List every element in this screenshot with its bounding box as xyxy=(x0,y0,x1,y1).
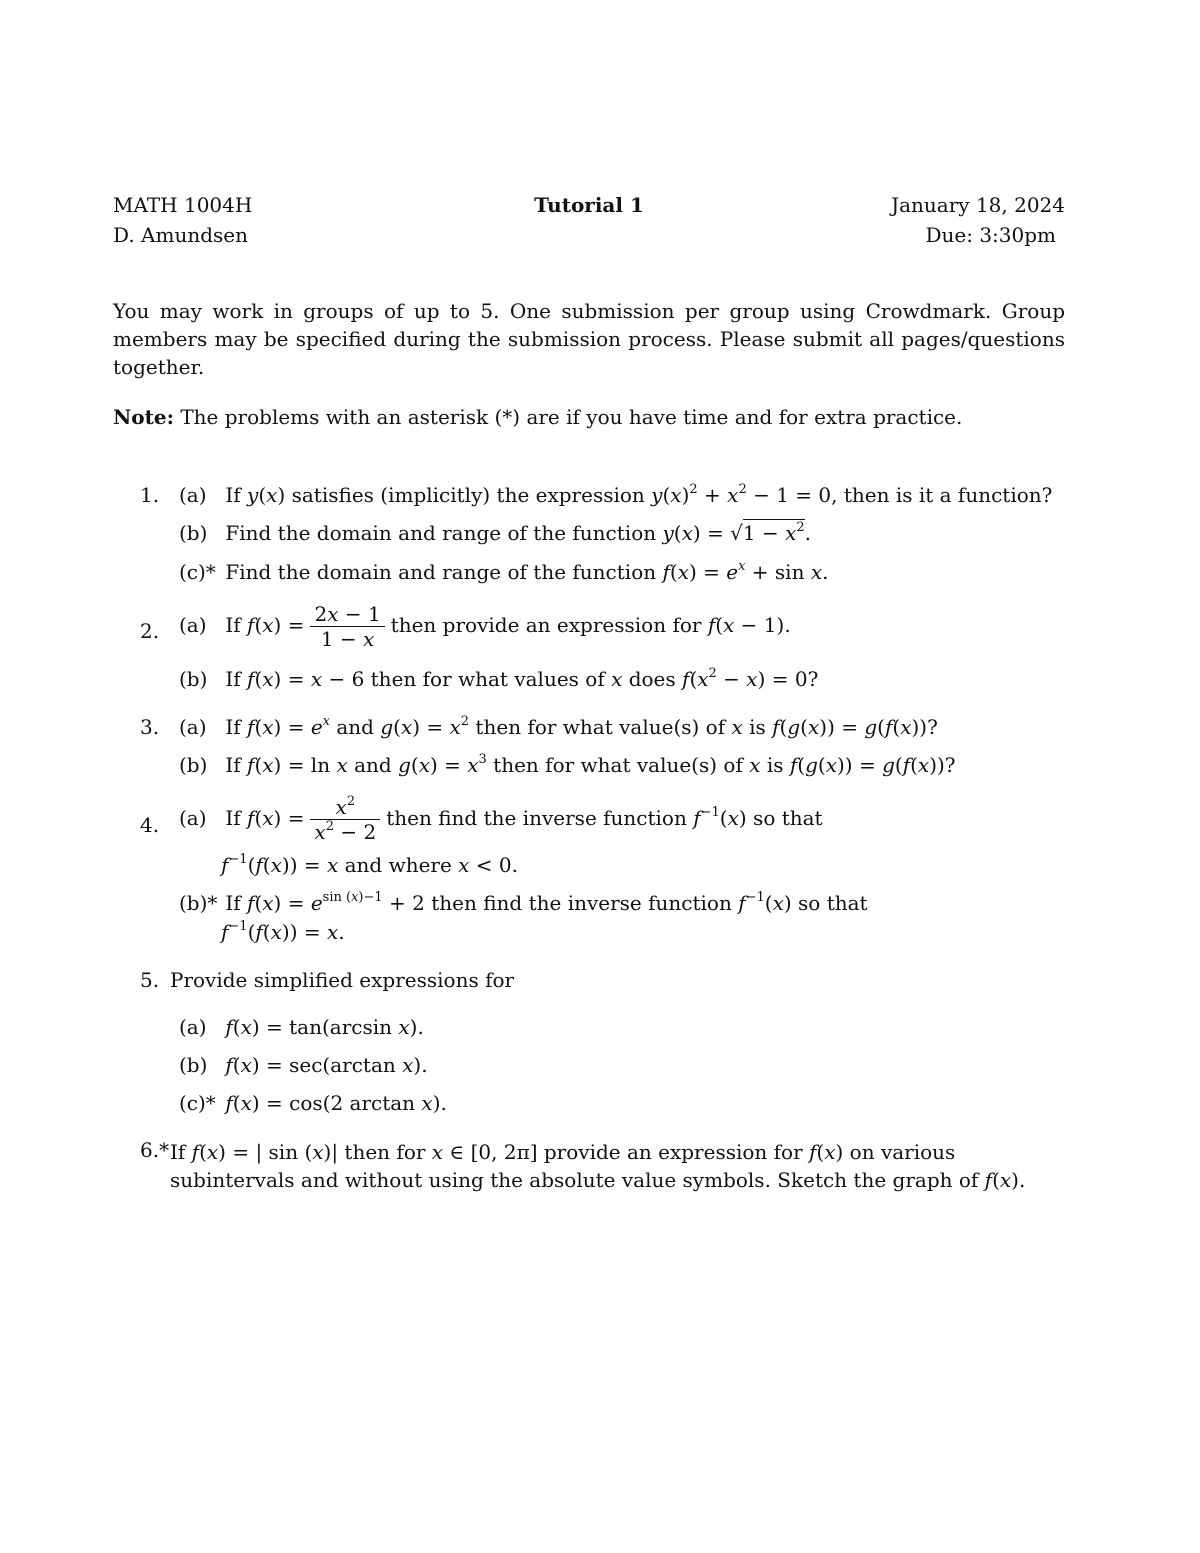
question-1a: (a) If y(x) satisfies (implicitly) the expression $y(x)^2 + x^2 - 1 = 0$, then is it a function? xyxy=(179,482,1053,507)
note-label: Note: xyxy=(113,405,174,429)
question-1c: (c)* Find the domain and range of the function $f(x) = e^x + \sin x$. xyxy=(179,559,829,584)
question-5c: (c)* f(x) = cos(2 arctan x). xyxy=(179,1091,447,1115)
note-text: The problems with an asterisk (*) are if you have time and for extra practice. xyxy=(180,405,963,429)
question-5b: (b) f(x) = sec(arctan x). xyxy=(179,1053,428,1077)
part-label: (b) xyxy=(179,667,208,691)
question-4a: (a) If f(x) = $\frac{x^2}{x^2 - 2}$ then find the inverse function $f^{-1}(x)$ so that xyxy=(179,794,823,844)
question-5a: (a) f(x) = tan(arcsin x). xyxy=(179,1015,424,1039)
part-label: (c)* xyxy=(179,560,216,584)
question-2a: (a) If f(x) = $\frac{2x - 1}{1 - x}$ then provide an expression for f(x − 1). xyxy=(179,602,791,651)
question-4a-cont: $f^{-1}(f(x)) = x$ and where x < 0. xyxy=(221,852,519,877)
part-label: (a) xyxy=(179,715,207,739)
due-time: Due: 3:30pm xyxy=(925,223,1056,247)
question-number: 2. xyxy=(140,619,160,643)
question-number: 3. xyxy=(140,715,160,739)
instructions-paragraph: You may work in groups of up to 5. One submission per group using Crowdmark. Group members may be specified during the submission process. Please submit all pages/questions together. xyxy=(113,299,1065,379)
part-label: (b)* xyxy=(179,891,218,915)
part-label: (b) xyxy=(179,1053,208,1077)
question-4b: (b)* If $f(x) = e^{sin (x)-1} + 2$ then find the inverse function $f^{-1}(x)$ so that xyxy=(179,890,868,915)
course-code: MATH 1004H xyxy=(113,193,253,217)
question-5-text: Provide simplified expressions for xyxy=(170,968,515,992)
question-number: 5. xyxy=(140,968,160,992)
part-label: (a) xyxy=(179,1015,207,1039)
question-1b: (b) Find the domain and range of the function $y(x) = √1 - x^2$. xyxy=(179,520,812,545)
instructor-name: D. Amundsen xyxy=(113,223,248,247)
part-label: (c)* xyxy=(179,1091,216,1115)
note-paragraph xyxy=(113,405,1065,429)
part-label: (b) xyxy=(179,521,208,545)
question-2b: (b) If f(x) = x − 6 then for what values of x does $f(x^2 - x) = 0$? xyxy=(179,666,819,691)
document-header xyxy=(113,193,1065,253)
question-6-text: If f(x) = | sin (x)| then for x ∈ [0, 2π] provide an expression for f(x) on various subintervals and without using the absolute value symbols. Sketch the graph of f(x). xyxy=(170,1140,1026,1192)
question-number: 6.* xyxy=(140,1138,170,1162)
question-3a: (a) If $f(x) = e^x$ and $g(x) = x^2$ then for what value(s) of x is f(g(x)) = g(f(x))? xyxy=(179,714,938,739)
part-label: (b) xyxy=(179,753,208,777)
part-label: (a) xyxy=(179,483,207,507)
document-date: January 18, 2024 xyxy=(891,193,1065,217)
question-3b: (b) If f(x) = ln x and $g(x) = x^3$ then for what value(s) of x is f(g(x)) = g(f(x))? xyxy=(179,752,956,777)
question-number: 4. xyxy=(140,813,160,837)
part-label: (a) xyxy=(179,806,207,830)
question-4b-cont: $f^{-1}(f(x)) = x$. xyxy=(221,919,345,944)
question-number: 1. xyxy=(140,483,160,507)
part-label: (a) xyxy=(179,613,207,637)
document-title: Tutorial 1 xyxy=(534,193,644,217)
